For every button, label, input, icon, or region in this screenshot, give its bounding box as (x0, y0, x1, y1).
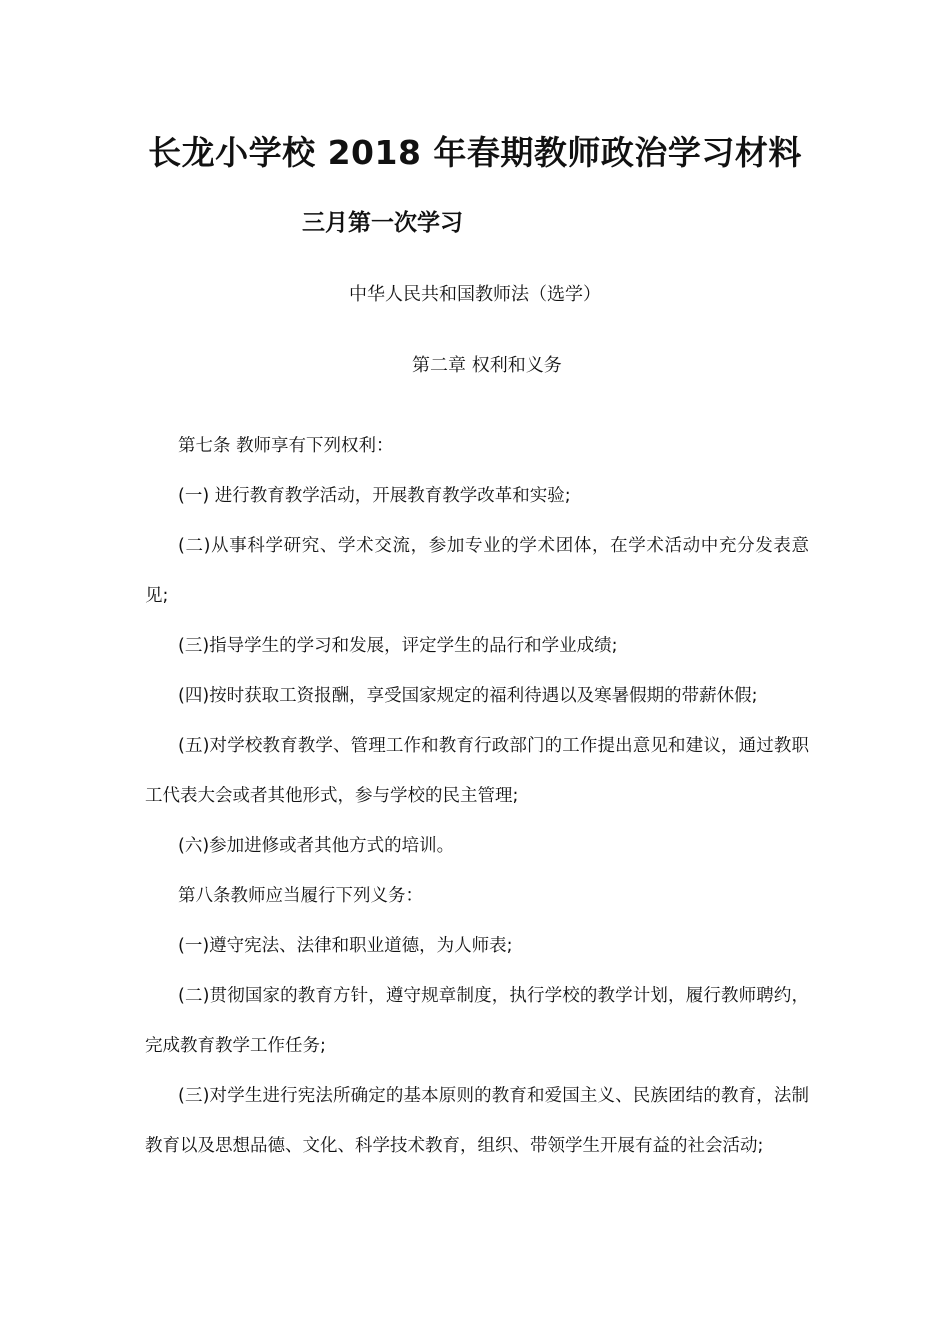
paragraph-duty-2: (二)贯彻国家的教育方针，遵守规章制度，执行学校的教学计划，履行教师聘约，完成教育教学工作任务; (145, 986, 809, 1056)
paragraph-article-7: 第七条 教师享有下列权利： (178, 436, 394, 456)
document-body (145, 421, 809, 1171)
paragraph-right-3: (三)指导学生的学习和发展，评定学生的品行和学业成绩; (178, 636, 618, 656)
document-title: 长龙小学校 2018 年春期教师政治学习材料 (148, 133, 802, 172)
document-subtitle: 三月第一次学习 (302, 210, 463, 236)
paragraph-right-4: (四)按时获取工资报酬，享受国家规定的福利待遇以及寒暑假期的带薪休假; (178, 686, 758, 706)
paragraph-duty-1: (一)遵守宪法、法律和职业道德，为人师表; (178, 936, 513, 956)
paragraph-right-5: (五)对学校教育教学、管理工作和教育行政部门的工作提出意见和建议，通过教职工代表大会或者其他形式，参与学校的民主管理; (145, 736, 809, 806)
paragraph-right-2: (二)从事科学研究、学术交流，参加专业的学术团体，在学术活动中充分发表意见; (145, 536, 809, 606)
law-name: 中华人民共和国教师法（选学） (349, 284, 601, 305)
paragraph-duty-3: (三)对学生进行宪法所确定的基本原则的教育和爱国主义、民族团结的教育，法制教育以及思想品德、文化、科学技术教育，组织、带领学生开展有益的社会活动; (145, 1086, 809, 1156)
paragraph-article-8: 第八条教师应当履行下列义务： (178, 886, 423, 906)
chapter-heading: 第二章 权利和义务 (412, 355, 562, 376)
paragraph-right-6: (六)参加进修或者其他方式的培训。 (178, 836, 455, 856)
paragraph-right-1: (一) 进行教育教学活动，开展教育教学改革和实验; (178, 486, 571, 506)
